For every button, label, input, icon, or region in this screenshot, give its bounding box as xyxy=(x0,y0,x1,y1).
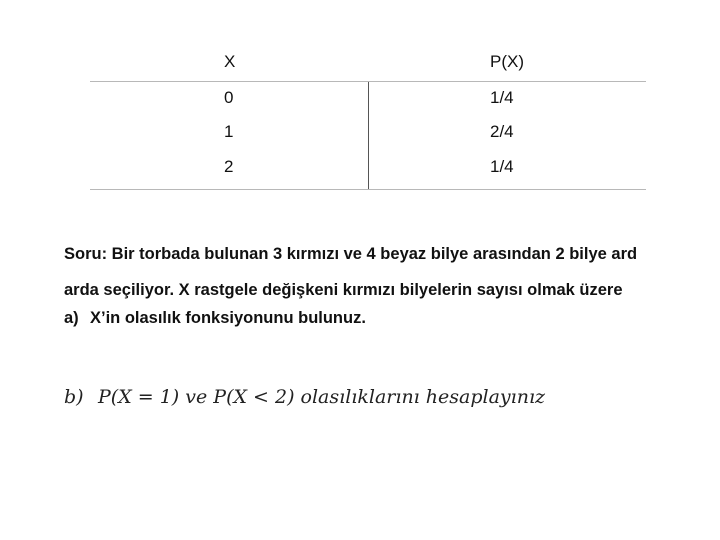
header-x: X xyxy=(224,52,236,71)
table-cell-p-0: 1/4 xyxy=(490,88,514,107)
table-cell-x-2: 2 xyxy=(224,157,234,176)
item-a-label: a) xyxy=(64,309,79,327)
table-bottom-border xyxy=(90,189,646,190)
table-cell-p-1: 2/4 xyxy=(490,122,514,141)
table-cell-p-2: 1/4 xyxy=(490,157,514,176)
item-b xyxy=(64,386,545,408)
column-divider xyxy=(368,82,369,190)
item-a xyxy=(64,309,366,328)
header-px: P(X) xyxy=(490,52,524,71)
item-a-text: X’in olasılık fonksiyonunu bulunuz. xyxy=(90,309,366,327)
probability-table xyxy=(90,40,646,190)
question-line-1: Soru: Bir torbada bulunan 3 kırmızı ve 4 beyaz bilye arasından 2 bilye ard xyxy=(64,245,638,263)
question-line-2: arda seçiliyor. X rastgele değişkeni kırmızı bilyelerin sayısı olmak üzere xyxy=(64,281,623,299)
item-b-text: P(X = 1) ve P(X < 2) olasılıklarını hesaplayınız xyxy=(98,386,546,408)
question-text xyxy=(64,236,684,308)
item-b-label: b) xyxy=(64,386,84,408)
table-cell-x-1: 1 xyxy=(224,122,234,141)
table-cell-x-0: 0 xyxy=(224,88,234,107)
